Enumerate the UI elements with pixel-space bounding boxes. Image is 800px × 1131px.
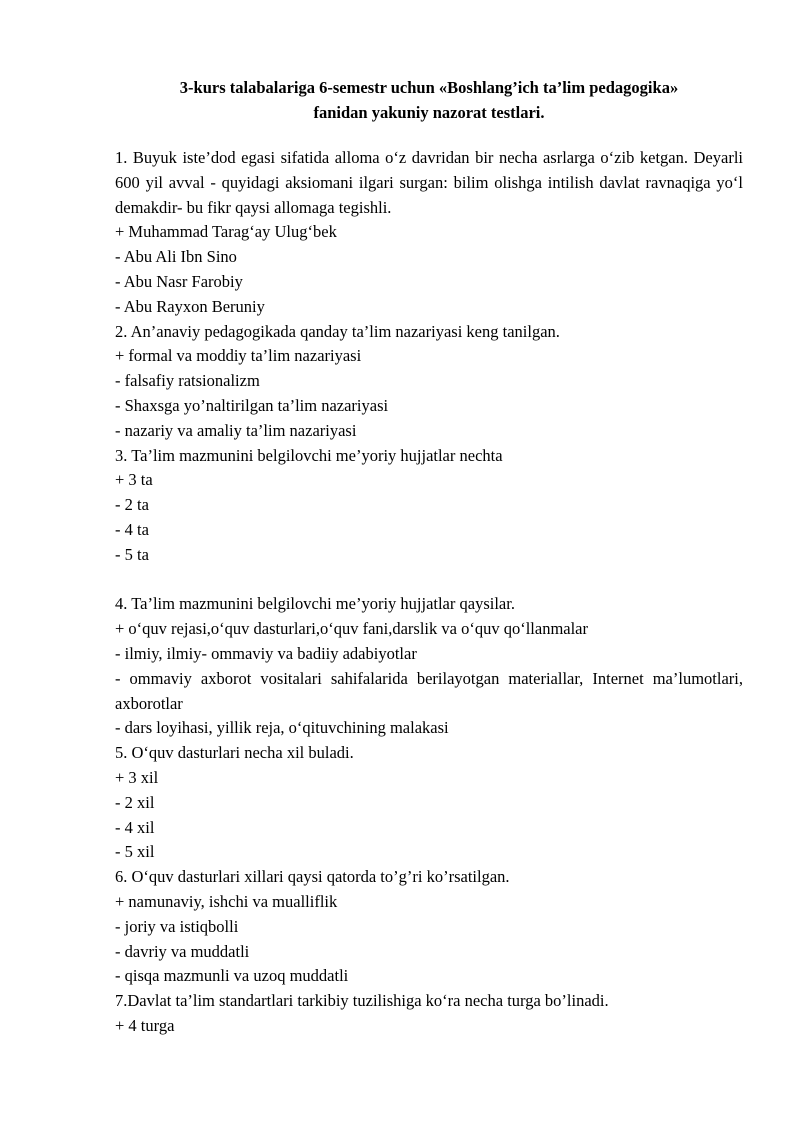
- answer-option-correct: + formal va moddiy ta’lim nazariyasi: [115, 346, 362, 366]
- question-5: [115, 741, 743, 865]
- answer-option: - 2 ta: [115, 495, 149, 515]
- answer-option: - nazariy va amaliy ta’lim nazariyasi: [115, 420, 357, 440]
- answer-option-correct: + 3 xil: [115, 767, 159, 787]
- answer-option: - 2 xil: [115, 792, 155, 812]
- question-text: 7.Davlat ta’lim standartlari tarkibiy tuzilishiga ko‘ra necha turga bo’linadi.: [115, 991, 609, 1011]
- question-1: [115, 146, 743, 320]
- title-line-2: fanidan yakuniy nazorat testlari.: [313, 103, 545, 122]
- blank-line: [115, 568, 743, 593]
- document-title: [115, 75, 743, 125]
- question-text: 2. An’anaviy pedagogikada qanday ta’lim nazariyasi keng tanilgan.: [115, 321, 560, 341]
- question-text: 3. Ta’lim mazmunini belgilovchi me’yoriy hujjatlar nechta: [115, 445, 503, 465]
- answer-option: - qisqa mazmunli va uzoq muddatli: [115, 966, 349, 986]
- answer-option-correct: + Muhammad Tarag‘ay Ulug‘bek: [115, 222, 337, 242]
- answer-option: - davriy va muddatli: [115, 941, 250, 961]
- question-text: 6. O‘quv dasturlari xillari qaysi qatorda to’g’ri ko’rsatilgan.: [115, 867, 510, 887]
- question-2: [115, 320, 743, 444]
- test-questions: [115, 146, 743, 1039]
- title-line-1: 3-kurs talabalariga 6-semestr uchun «Boshlang’ich ta’lim pedagogika»: [179, 78, 679, 97]
- question-text: 4. Ta’lim mazmunini belgilovchi me’yoriy hujjatlar qaysilar.: [115, 594, 515, 614]
- question-text: 5. O‘quv dasturlari necha xil buladi.: [115, 743, 354, 763]
- answer-option: - Abu Ali Ibn Sino: [115, 247, 237, 267]
- question-3: [115, 444, 743, 568]
- answer-option: - Abu Rayxon Beruniy: [115, 296, 265, 316]
- question-4: [115, 592, 743, 741]
- answer-option: - Abu Nasr Farobiy: [115, 271, 243, 291]
- answer-option: - joriy va istiqbolli: [115, 916, 239, 936]
- answer-option: - ilmiy, ilmiy- ommaviy va badiiy adabiyotlar: [115, 643, 417, 663]
- answer-option-correct: + 3 ta: [115, 470, 153, 490]
- answer-option: - 4 xil: [115, 817, 155, 837]
- question-text: 1. Buyuk iste’dod egasi sifatida alloma o‘z davridan bir necha asrlarga o‘zib ketgan. Deyarli 600 yil avval - quyidagi aksiomani ilgari surgan: bilim olishga intilish davlat ravnaqiga yo‘l demakdir- bu fikr qaysi allomaga tegishli.: [115, 148, 743, 217]
- question-6: [115, 865, 743, 989]
- answer-option-correct: + 4 turga: [115, 1015, 175, 1035]
- answer-option: - 5 xil: [115, 842, 155, 862]
- answer-option: - ommaviy axborot vositalari sahifalarida berilayotgan materiallar, Internet ma’lumotlari, axborotlar: [115, 668, 743, 713]
- answer-option: - dars loyihasi, yillik reja, o‘qituvchining malakasi: [115, 718, 449, 738]
- answer-option-correct: + namunaviy, ishchi va mualliflik: [115, 891, 338, 911]
- answer-option: - 5 ta: [115, 544, 149, 564]
- document-page: [115, 75, 743, 1039]
- answer-option: - 4 ta: [115, 519, 149, 539]
- question-7: [115, 989, 743, 1039]
- answer-option: - falsafiy ratsionalizm: [115, 371, 260, 391]
- answer-option-correct: + o‘quv rejasi,o‘quv dasturlari,o‘quv fani,darslik va o‘quv qo‘llanmalar: [115, 619, 589, 639]
- answer-option: - Shaxsga yo’naltirilgan ta’lim nazariyasi: [115, 395, 389, 415]
